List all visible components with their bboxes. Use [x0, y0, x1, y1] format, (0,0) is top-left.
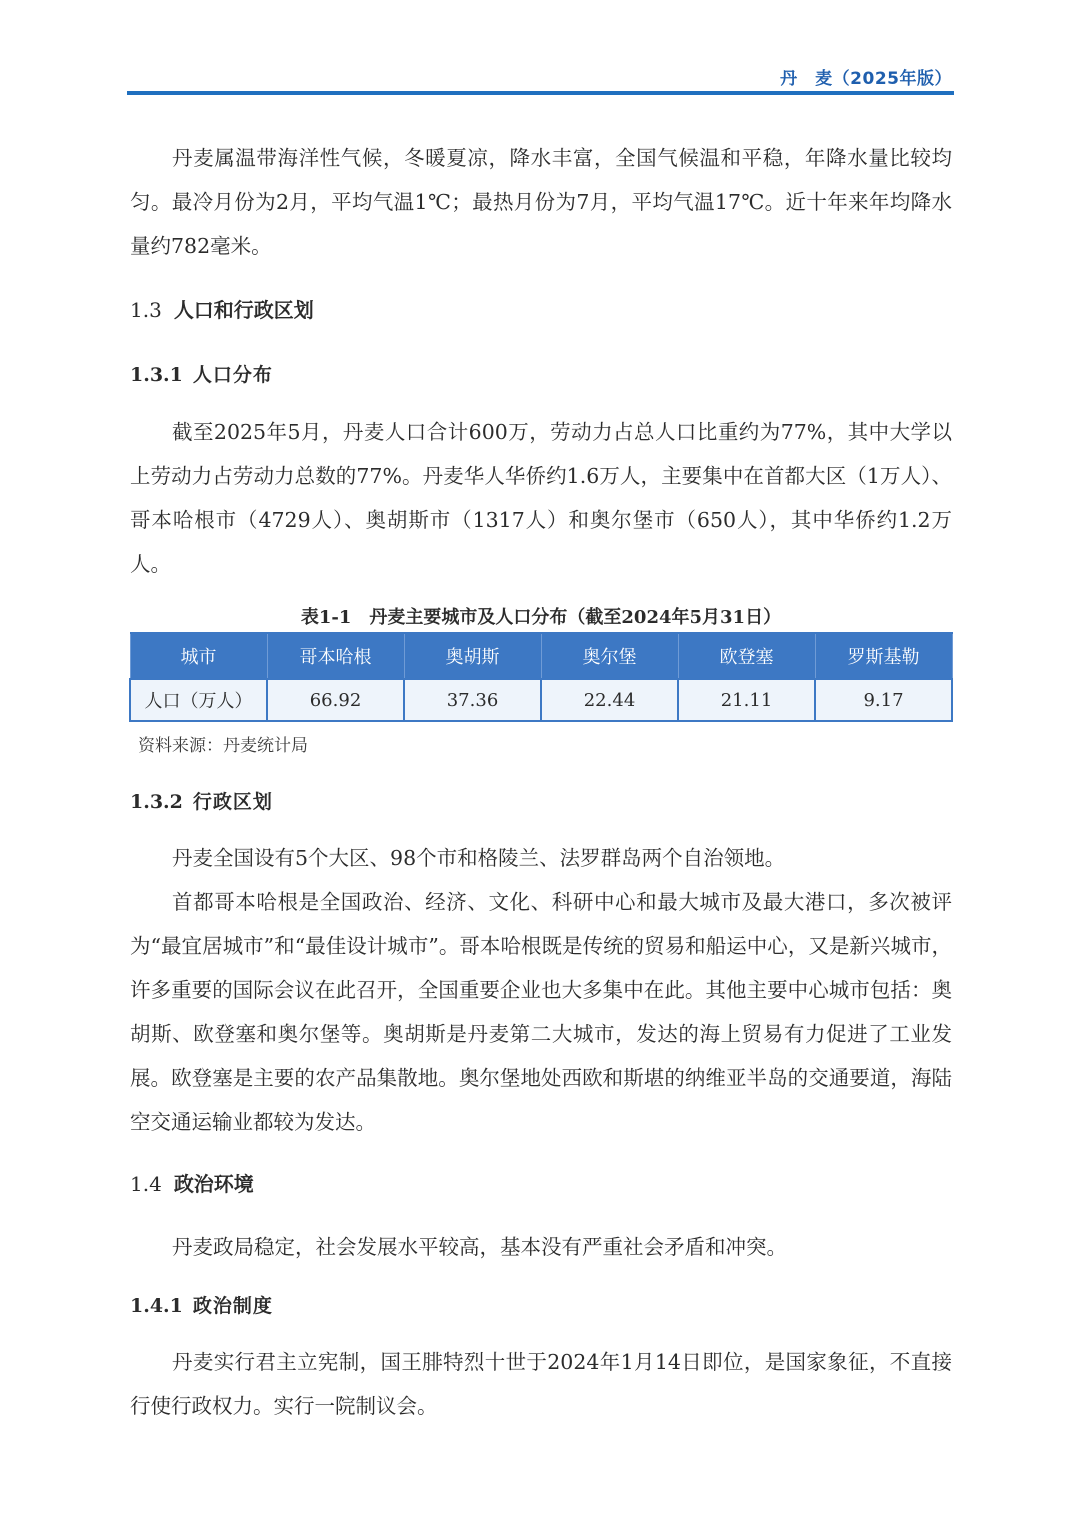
- table-header-cell: 欧登塞: [678, 633, 815, 679]
- section-title: 政治环境: [173, 1172, 254, 1196]
- climate-paragraph: 丹麦属温带海洋性气候，冬暖夏凉，降水丰富，全国气候温和平稳，年降水量比较均匀。最冷月份为2月，平均气温1℃；最热月份为7月，平均气温17℃。近十年来年均降水量约782毫米。: [130, 146, 952, 258]
- city-population-table: [129, 632, 953, 722]
- table-header-cell: 奥尔堡: [541, 633, 678, 679]
- table-source-note: 资料来源：丹麦统计局: [138, 736, 308, 756]
- table-header-cell: 罗斯基勒: [815, 633, 952, 679]
- section-title: 政治制度: [192, 1295, 273, 1317]
- section-heading-1-3: [130, 294, 314, 323]
- table-cell: 37.36: [404, 679, 541, 721]
- political-environment-paragraph: 丹麦政局稳定，社会发展水平较高，基本没有严重社会矛盾和冲突。: [172, 1235, 787, 1259]
- section-number: 1.4.1: [130, 1295, 183, 1317]
- table-caption: 表1-1 丹麦主要城市及人口分布（截至2024年5月31日）: [300, 607, 782, 628]
- table-row-label: 人口（万人）: [130, 679, 267, 721]
- section-title: 人口和行政区划: [173, 298, 314, 322]
- table-header-cell: 奥胡斯: [404, 633, 541, 679]
- table-header-cell: 哥本哈根: [267, 633, 404, 679]
- section-heading-1-3-2: [130, 787, 273, 814]
- table-row: [130, 679, 952, 721]
- section-heading-1-4-1: [130, 1291, 273, 1318]
- table-cell: 22.44: [541, 679, 678, 721]
- section-number: 1.3.2: [130, 791, 183, 813]
- capital-cities-paragraph: 首都哥本哈根是全国政治、经济、文化、科研中心和最大城市及最大港口，多次被评为“最宜居城市”和“最佳设计城市”。哥本哈根既是传统的贸易和船运中心，又是新兴城市，许多重要的国际会议在此召开，全国重要企业也大多集中在此。其他主要中心城市包括：奥胡斯、欧登塞和奥尔堡等。奥胡斯是丹麦第二大城市，发达的海上贸易有力促进了工业发展。欧登塞是主要的农产品集散地。奥尔堡地处西欧和斯堪的纳维亚半岛的交通要道，海陆空交通运输业都较为发达。: [130, 890, 952, 1134]
- admin-division-paragraph: 丹麦全国设有5个大区、98个市和格陵兰、法罗群岛两个自治领地。: [172, 846, 786, 870]
- table-cell: 66.92: [267, 679, 404, 721]
- table-header-cell: 城市: [130, 633, 267, 679]
- political-system-paragraph: 丹麦实行君主立宪制，国王腓特烈十世于2024年1月14日即位，是国家象征，不直接行使行政权力。实行一院制议会。: [130, 1350, 952, 1418]
- population-paragraph: 截至2025年5月，丹麦人口合计600万，劳动力占总人口比重约为77%，其中大学以上劳动力占劳动力总数的77%。丹麦华人华侨约1.6万人，主要集中在首都大区（1万人）、哥本哈根市（4729人）、奥胡斯市（1317人）和奥尔堡市（650人），其中华侨约1.2万人。: [130, 420, 952, 576]
- table-header-row: [130, 633, 952, 679]
- section-title: 行政区划: [192, 791, 273, 813]
- table-cell: 9.17: [815, 679, 952, 721]
- section-number: 1.4: [130, 1172, 162, 1196]
- table-cell: 21.11: [678, 679, 815, 721]
- header-rule: [127, 91, 954, 95]
- section-title: 人口分布: [192, 364, 273, 386]
- section-number: 1.3.1: [130, 364, 183, 386]
- section-heading-1-4: [130, 1168, 254, 1197]
- running-header-title: 丹 麦（2025年版）: [780, 69, 952, 89]
- section-heading-1-3-1: [130, 360, 273, 387]
- section-number: 1.3: [130, 298, 162, 322]
